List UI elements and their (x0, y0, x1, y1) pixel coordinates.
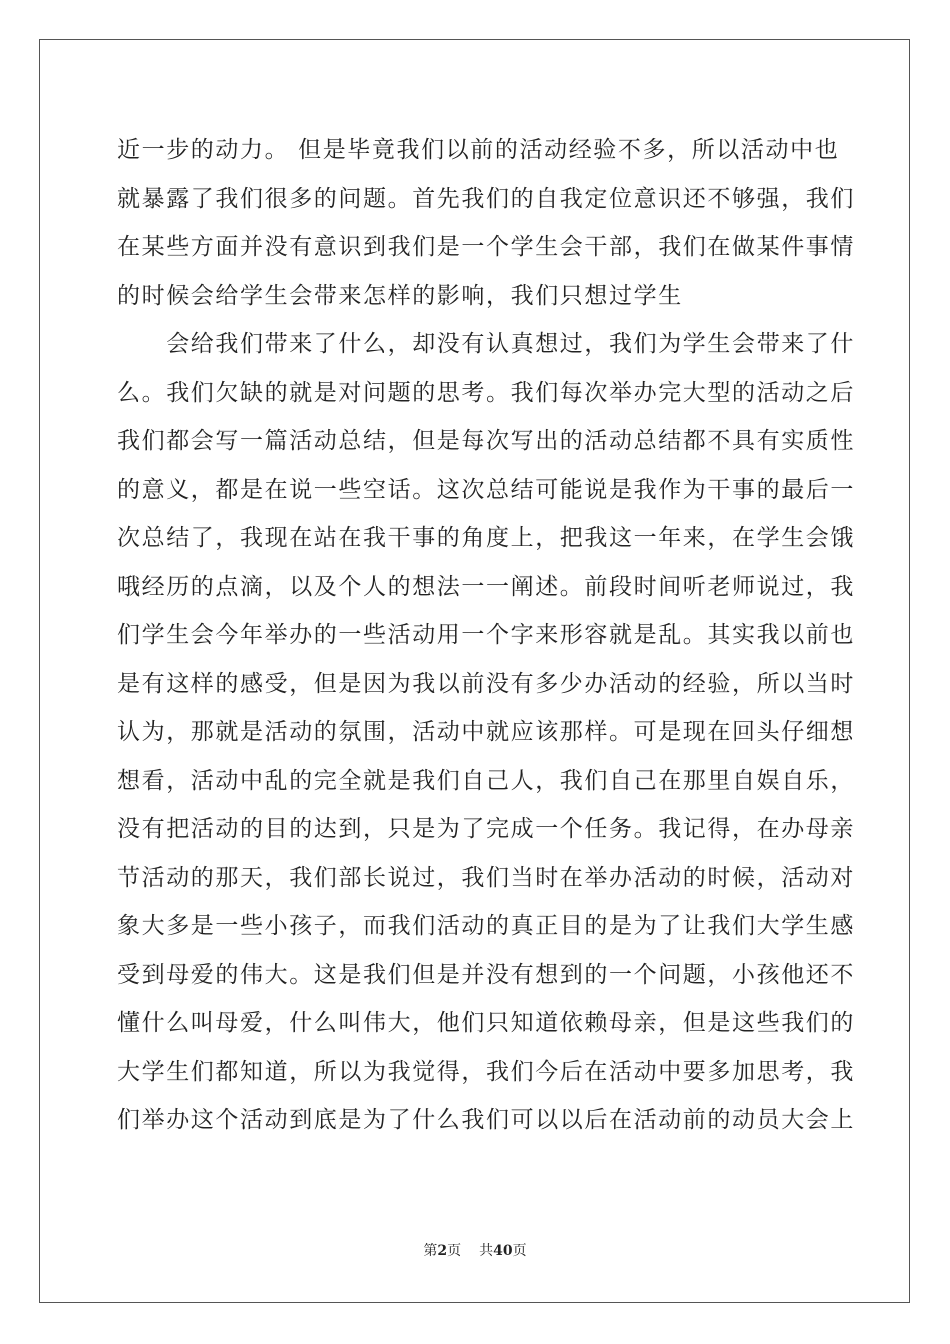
text-line: 的意义，都是在说一些空话。这次总结可能说是我作为干事的最后一 (117, 476, 855, 503)
total-pages: 40 (493, 1243, 513, 1259)
text-line: 我们都会写一篇活动总结，但是每次写出的活动总结都不具有实质性 (117, 428, 855, 454)
text-line: 认为，那就是活动的氛围，活动中就应该那样。可是现在回头仔细想 (117, 719, 855, 745)
text-line: 受到母爱的伟大。这是我们但是并没有想到的一个问题，小孩他还不 (117, 961, 855, 988)
text-line: 们举办这个活动到底是为了什么我们可以以后在活动前的动员大会上 (117, 1107, 855, 1133)
total-suffix: 页 (512, 1243, 527, 1259)
text-line: 的时候会给学生会带来怎样的影响，我们只想过学生 (117, 282, 683, 309)
text-line: 节活动的那天，我们部长说过，我们当时在举办活动的时候，活动对 (117, 864, 855, 891)
text-line: 懂什么叫母爱，什么叫伟大，他们只知道依赖母亲，但是这些我们的 (117, 1010, 855, 1036)
text-line: 在某些方面并没有意识到我们是一个学生会干部，我们在做某件事情 (117, 234, 855, 260)
text-line: 没有把活动的目的达到，只是为了完成一个任务。我记得，在办母亲 (117, 816, 855, 842)
page-prefix: 第 (423, 1243, 438, 1259)
text-line: 会给我们带来了什么，却没有认真想过，我们为学生会带来了什 (117, 331, 855, 357)
text-line: 象大多是一些小孩子，而我们活动的真正目的是为了让我们大学生感 (117, 913, 855, 939)
document-body (117, 126, 855, 1145)
text-line: 就暴露了我们很多的问题。首先我们的自我定位意识还不够强，我们 (117, 185, 855, 212)
text-line: 们学生会今年举办的一些活动用一个字来形容就是乱。其实我以前也 (117, 622, 855, 648)
text-line: 近一步的动力。 但是毕竟我们以前的活动经验不多，所以活动中也 (117, 137, 840, 163)
text-line: 大学生们都知道，所以为我觉得，我们今后在活动中要多加思考，我 (117, 1058, 855, 1085)
total-prefix: 共 (479, 1243, 494, 1259)
text-line: 次总结了，我现在站在我干事的角度上，把我这一年来，在学生会饿 (117, 525, 855, 551)
page-suffix: 页 (447, 1243, 462, 1259)
text-line: 想看，活动中乱的完全就是我们自己人，我们自己在那里自娱自乐， (117, 767, 855, 794)
text-line: 是有这样的感受，但是因为我以前没有多少办活动的经验，所以当时 (117, 670, 855, 697)
text-line: 哦经历的点滴，以及个人的想法一一阐述。前段时间听老师说过，我 (117, 573, 855, 600)
text-line: 么。我们欠缺的就是对问题的思考。我们每次举办完大型的活动之后 (117, 379, 855, 406)
page-number: 2 (437, 1243, 448, 1259)
page-footer (0, 1240, 950, 1260)
